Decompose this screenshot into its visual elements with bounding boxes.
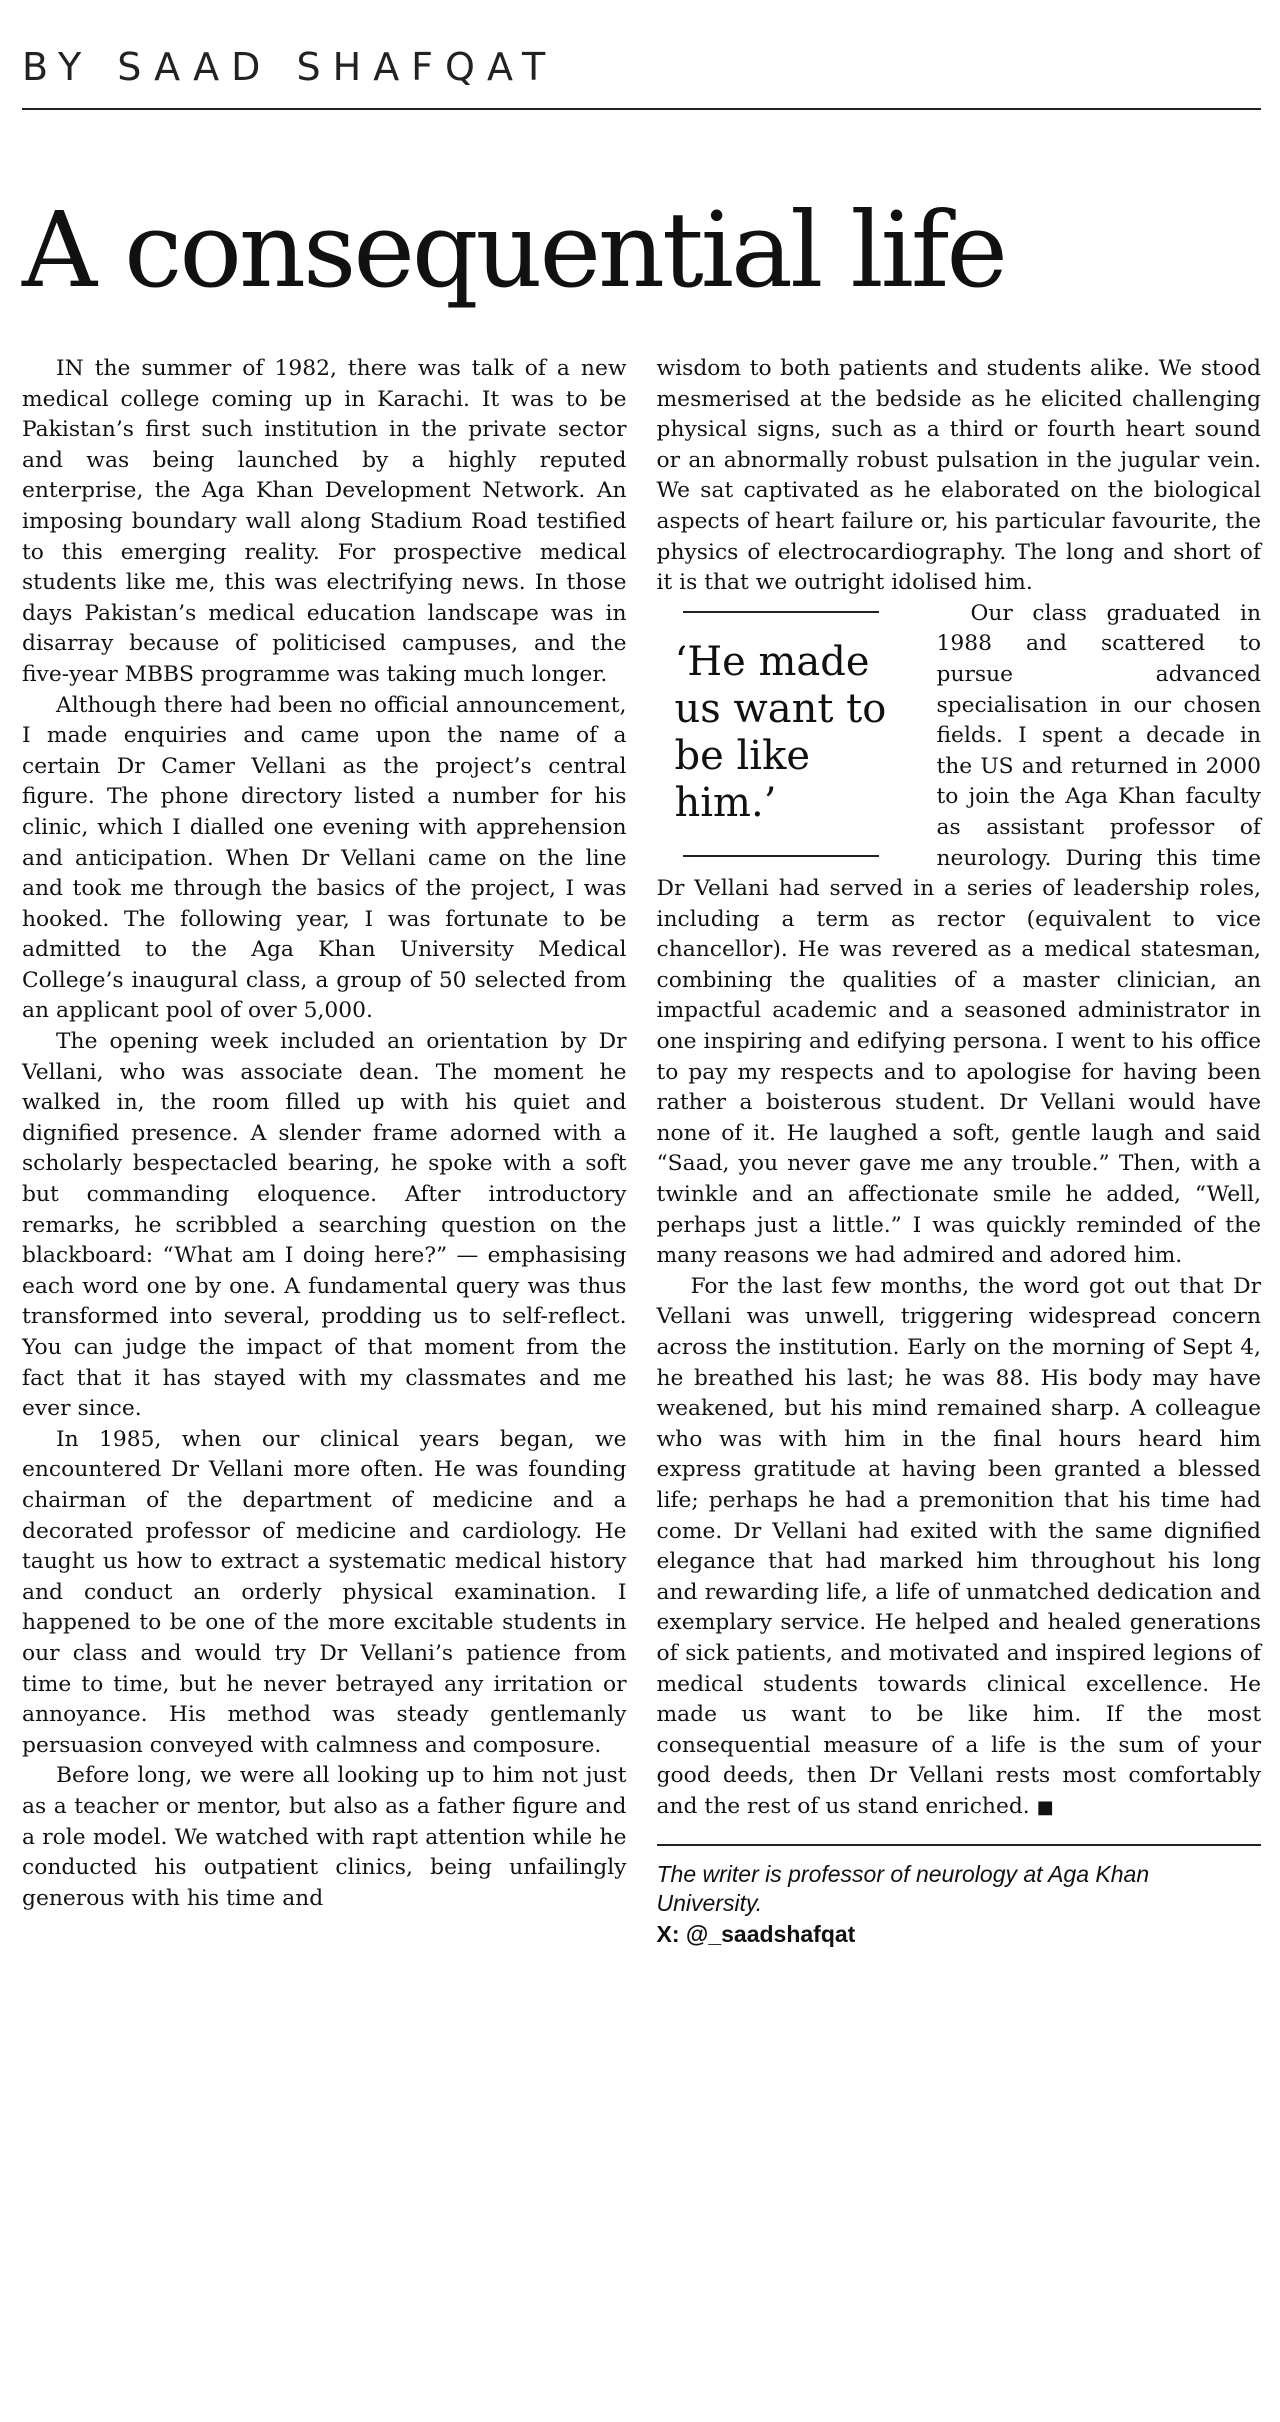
byline-rule (22, 108, 1261, 110)
pull-quote-rule-bottom (683, 855, 879, 857)
pull-quote-text: ‘He made us want to be like him.’ (674, 638, 887, 826)
author-handle[interactable]: X: @_saadshafqat (656, 1920, 856, 1947)
end-mark: ■ (1036, 1796, 1054, 1818)
paragraph: Before long, we were all looking up to him not just as a teacher or mentor, but also as a father figure and a role model. We watched with rapt attention while he conducted his outpatient clinics, being unfailingly generous with his time and (22, 1763, 627, 1911)
paragraph: In 1985, when our clinical years began, we encountered Dr Vellani more often. He was founding chairman of the department of medicine and a decorated professor of medicine and cardiology. He taught us how to extract a systematic medical history and conduct an orderly physical examination. I happened to be one of the more excitable students in our class and would try Dr Vellani’s patience from time to time, but he never betrayed any irritation or annoyance. His method was steady gentlemanly persuasion conveyed with calmness and composure. (22, 1426, 627, 1758)
paragraph-text: For the last few months, the word got out that Dr Vellani was unwell, triggering widespread concern across the institution. Early on the morning of Sept 4, he breathed his last; he was 88. His body may have weakened, but his mind remained sharp. A colleague who was with him in the final hours heard him express gratitude at having been granted a blessed life; perhaps he had a premonition that his time had come. Dr Vellani had exited with the same dignified elegance that had marked him throughout his long and rewarding life, a life of unmatched dedication and exemplary service. He helped and healed generations of sick patients, and motivated and inspired legions of medical students towards clinical excellence. He made us want to be like him. If the most consequential measure of a life is the sum of your good deeds, then Dr Vellani rests most comfortably and the rest of us stand enriched. (656, 1273, 1261, 1819)
signoff-rule (657, 1844, 1262, 1846)
paragraph: Our class graduated in 1988 and scattered to pursue advanced specialisation in our chosen fields. I spent a decade in the US and returned in 2000 to join the Aga Khan faculty as assistant professor of neurology. During this time Dr Vellani had served in a series of leadership roles, including a term as rector (equivalent to vice chancellor). He was revered as a medical statesman, combining the qualities of a master clinician, an impactful academic and a seasoned administrator in one inspiring and edifying persona. I went to his office to pay my respects and to apologise for having been rather a boisterous student. Dr Vellani would have none of it. He laughed a soft, gentle laugh and said “Saad, you never gave me any trouble.” Then, with a twinkle and an affectionate smile he added, “Well, perhaps just a little.” I was quickly reminded of the many reasons we had admired and adored him. (656, 600, 1261, 1269)
paragraph: IN the summer of 1982, there was talk of a new medical college coming up in Karachi. It was to be Pakistan’s first such institution in the private sector and was being launched by a highly reputed enterprise, the Aga Khan Development Network. An imposing boundary wall along Stadium Road testified to this emerging reality. For prospective medical students like me, this was electrifying news. In those days Pakistan’s medical education landscape was in disarray because of politicised campuses, and the five-year MBBS programme was taking much longer. (22, 356, 627, 687)
paragraph: Although there had been no official announcement, I made enquiries and came upon the name of a certain Dr Camer Vellani as the project’s central figure. The phone directory listed a number for his clinic, which I dialled one evening with apprehension and anticipation. When Dr Vellani came on the line and took me through the basics of the project, I was hooked. The following year, I was fortunate to be admitted to the Aga Khan University Medical College’s inaugural class, a group of 50 selected from an applicant pool of over 5,000. (22, 692, 627, 1024)
column-right (657, 354, 1262, 1949)
column-left (22, 354, 627, 1949)
article-body (22, 354, 1261, 1949)
headline: A consequential life (22, 189, 1005, 311)
paragraph: The opening week included an orientation by Dr Vellani, who was associate dean. The moment he walked in, the room filled up with his quiet and dignified presence. A slender frame adorned with a scholarly bespectacled bearing, he spoke with a soft but commanding eloquence. After introductory remarks, he scribbled a searching question on the blackboard: “What am I doing here?” — emphasising each word one by one. A fundamental query was thus transformed into several, prodding us to self-reflect. You can judge the impact of that moment from the fact that it has stayed with my classmates and me ever since. (22, 1029, 627, 1422)
paragraph (657, 1272, 1262, 1824)
pull-quote (657, 611, 907, 857)
paragraph: wisdom to both patients and students alike. We stood mesmerised at the bedside as he elicited challenging physical signs, such as a third or fourth heart sound or an abnormally robust pulsation in the jugular vein. We sat captivated as he elaborated on the biological aspects of heart failure or, his particular favourite, the physics of electrocardiography. The long and short of it is that we outright idolised him. (656, 356, 1261, 596)
byline: BY SAAD SHAFQAT (22, 45, 558, 89)
author-note: The writer is professor of neurology at Aga Khan University. (656, 1860, 1150, 1916)
